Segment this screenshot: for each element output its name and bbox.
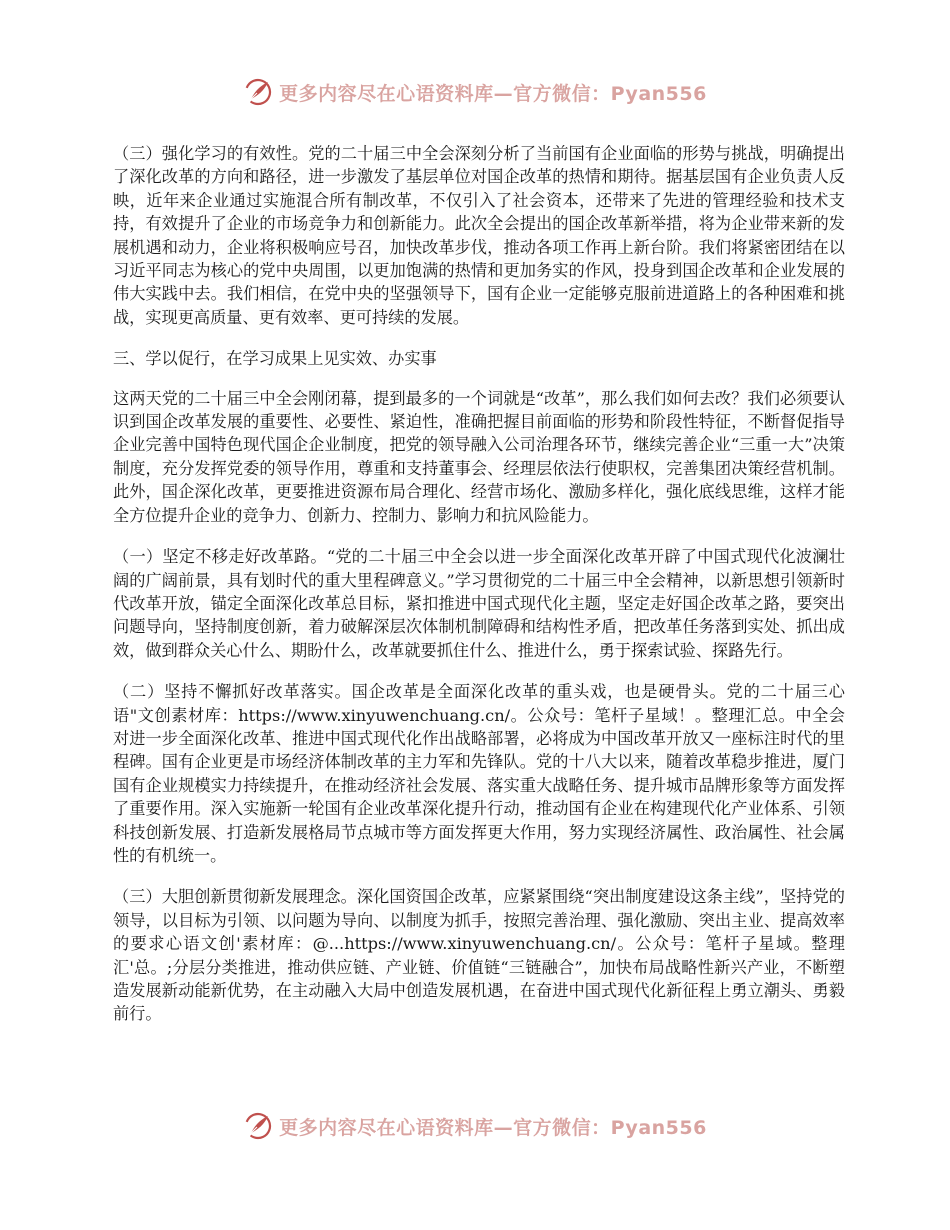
paragraph-how-to-reform: 这两天党的二十届三中全会刚闭幕，提到最多的一个词就是“改革”，那么我们如何去改？我们必须要认识到国企改革发展的重要性、必要性、紧迫性，准确把握目前面临的形势和阶段性特征，不断督促指导企业完善中国特色现代国企企业制度，把党的领导融入公司治理各环节，继续完善企业“三重一大”决策制度，充分发挥党委的领导作用，尊重和支持董事会、经理层依法行使职权，完善集团决策经营机制。此外，国企深化改革，更要推进资源布局合理化、经营市场化、激励多样化，强化底线思维，这样才能全方位提升企业的竞争力、创新力、控制力、影响力和抗风险能力。 — [113, 388, 845, 525]
quill-pen-circle-icon — [243, 77, 273, 107]
paragraph-strengthen-learning: （三）强化学习的有效性。党的二十届三中全会深刻分析了当前国有企业面临的形势与挑战，明确提出了深化改革的方向和路径，进一步激发了基层单位对国企改革的热情和期待。据基层国有企业负责人反映，近年来企业通过实施混合所有制改革，不仅引入了社会资本，还带来了先进的管理经验和技术支持，有效提升了企业的市场竞争力和创新能力。此次全会提出的国企改革新举措，将为企业带来新的发展机遇和动力，企业将积极响应号召，加快改革步伐，推动各项工作再上新台阶。我们将紧密团结在以习近平同志为核心的党中央周围，以更加饱满的热情和更加务实的作风，投身到国企改革和企业发展的伟大实践中去。我们相信，在党中央的坚强领导下，国有企业一定能够克服前进道路上的各种困难和挑战，实现更高质量、更有效率、更可持续的发展。 — [113, 144, 845, 327]
watermark-footer — [0, 1106, 950, 1146]
paragraph-innovation: （三）大胆创新贯彻新发展理念。深化国资国企改革，应紧紧围绕“突出制度建设这条主线”，坚持党的领导，以目标为引领、以问题为导向、以制度为抓手，按照完善治理、强化激励、突出主业、提高效率的要求心语文创'素材库：@...https://www.xinyuwenchuang.cn/。公众号：笔杆子星域。整理汇'总。;分层分类推进，推动供应链、产业链、价值链“三链融合”，加快布局战略性新兴产业，不断塑造发展新动能新优势，在主动融入大局中创造发展机遇，在奋进中国式现代化新征程上勇立潮头、勇毅前行。 — [113, 887, 845, 1024]
paragraph-reform-implementation: （二）坚持不懈抓好改革落实。国企改革是全面深化改革的重头戏，也是硬骨头。党的二十届三心语"文创素材库：https://www.xinyuwenchuang.cn/。公众号：笔杆子星域！。整理汇总。中全会对进一步全面深化改革、推进中国式现代化作出战略部署，必将成为中国改革开放又一座标注时代的里程碑。国有企业更是市场经济体制改革的主力军和先锋队。党的十八大以来，随着改革稳步推进，厦门国有企业规模实力持续提升，在推动经济社会发展、落实重大战略任务、提升城市品牌形象等方面发挥了重要作用。深入实施新一轮国有企业改革深化提升行动，推动国有企业在构建现代化产业体系、引领科技创新发展、打造新发展格局节点城市等方面发挥更大作用，努力实现经济属性、政治属性、社会属性的有机统一。 — [113, 682, 845, 865]
watermark-header — [0, 72, 950, 112]
watermark-text: 更多内容尽在心语资料库—官方微信：Pyan556 — [279, 82, 707, 105]
document-body — [113, 142, 845, 1044]
watermark-text: 更多内容尽在心语资料库—官方微信：Pyan556 — [279, 1116, 707, 1139]
quill-pen-circle-icon — [243, 1111, 273, 1141]
paragraph-reform-road: （一）坚定不移走好改革路。“党的二十届三中全会以进一步全面深化改革开辟了中国式现代化波澜壮阔的广阔前景，具有划时代的重大里程碑意义。”学习贯彻党的二十届三中全会精神，以新思想引领新时代改革开放，锚定全面深化改革总目标，紧扣推进中国式现代化主题，坚定走好国企改革之路，要突出问题导向，坚持制度创新，着力破解深层次体制机制障碍和结构性矛盾，把改革任务落到实处、抓出成效，做到群众关心什么、期盼什么，改革就要抓住什么、推进什么，勇于探索试验、探路先行。 — [113, 547, 845, 660]
section-heading-learn-to-act: 三、学以促行，在学习成果上见实效、办实事 — [113, 349, 437, 369]
